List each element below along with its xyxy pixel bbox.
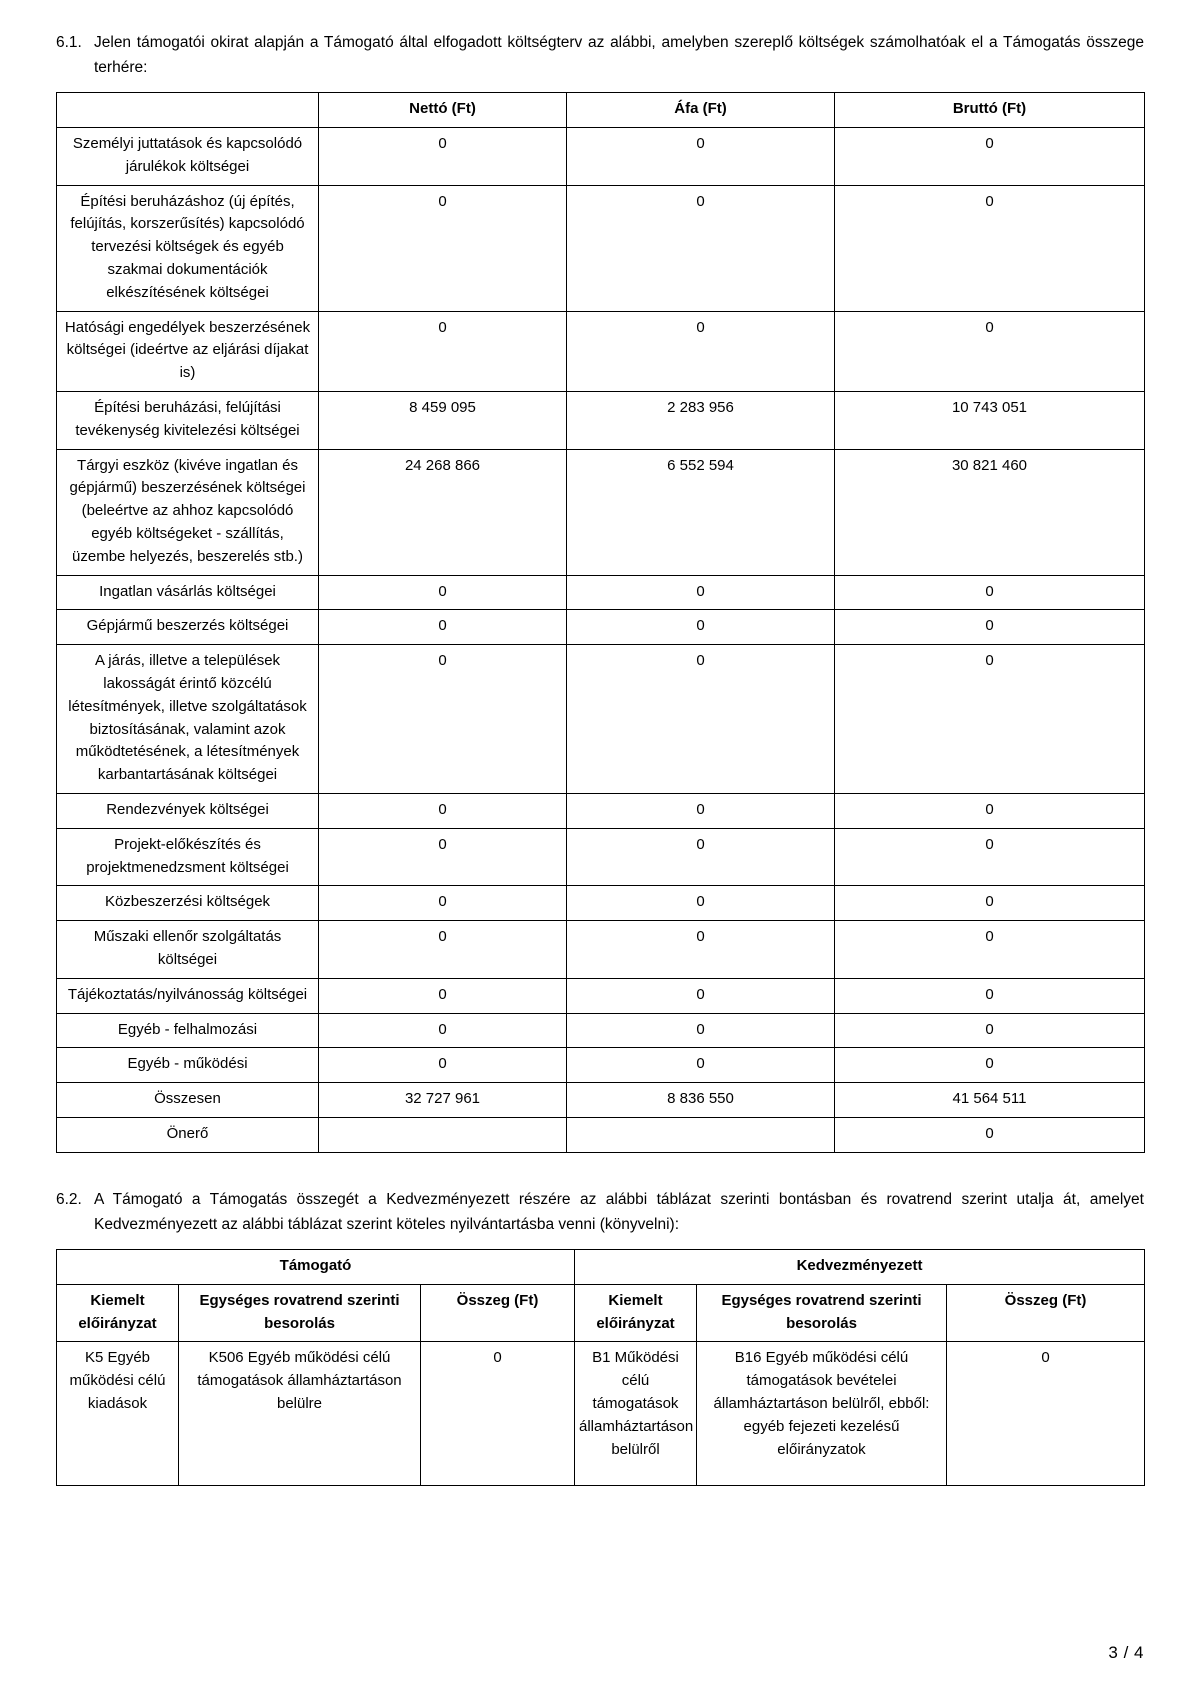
budget-row-brutto: 10 743 051 bbox=[835, 391, 1145, 449]
budget-row-label: A járás, illetve a települések lakosságát érintő közcélú létesítmények, illetve szolgáltatások biztosításának, valamint azok működtetésének, a létesítmények karbantartásának költségei bbox=[57, 645, 319, 794]
table-row bbox=[57, 828, 1145, 886]
table-row-total bbox=[57, 1083, 1145, 1118]
budget-row-label: Egyéb - működési bbox=[57, 1048, 319, 1083]
budget-row-label: Ingatlan vásárlás költségei bbox=[57, 575, 319, 610]
rovatrend-group-tamogato: Támogató bbox=[57, 1249, 575, 1284]
budget-row-brutto: 0 bbox=[835, 886, 1145, 921]
table-row bbox=[57, 185, 1145, 311]
clause-6-1-line-1: Jelen támogatói okirat alapján a Támogató által elfogadott költségterv az alábbi, amelyben szereplő költségek számolhatóak el a Támogatás bbox=[94, 34, 1081, 51]
budget-row-afa: 0 bbox=[567, 128, 835, 186]
rovatrend-header-kedvezmenyezett-besorolas: Egységes rovatrend szerinti besorolás bbox=[697, 1284, 947, 1342]
budget-row-netto: 0 bbox=[319, 185, 567, 311]
budget-onero-label: Önerő bbox=[57, 1117, 319, 1152]
budget-row-brutto: 30 821 460 bbox=[835, 449, 1145, 575]
budget-row-afa: 0 bbox=[567, 793, 835, 828]
rovatrend-header-kedvezmenyezett-kiemelt: Kiemelt előirányzat bbox=[575, 1284, 697, 1342]
budget-table bbox=[56, 92, 1145, 1152]
budget-row-netto: 0 bbox=[319, 921, 567, 979]
clause-6-2-number: 6.2. bbox=[56, 1190, 82, 1208]
budget-row-afa: 6 552 594 bbox=[567, 449, 835, 575]
budget-row-brutto: 0 bbox=[835, 1013, 1145, 1048]
budget-row-brutto: 0 bbox=[835, 185, 1145, 311]
budget-row-netto: 8 459 095 bbox=[319, 391, 567, 449]
budget-row-netto: 0 bbox=[319, 128, 567, 186]
rovatrend-group-header-row bbox=[57, 1249, 1145, 1284]
table-row-onero bbox=[57, 1117, 1145, 1152]
budget-row-brutto: 0 bbox=[835, 311, 1145, 391]
budget-row-label: Építési beruházáshoz (új építés, felújítás, korszerűsítés) kapcsolódó tervezési költségek és egyéb szakmai dokumentációk elkészítésének költségei bbox=[57, 185, 319, 311]
rovatrend-kedvezmenyezett-osszeg: 0 bbox=[947, 1342, 1145, 1486]
budget-row-label: Tárgyi eszköz (kivéve ingatlan és gépjármű) beszerzésének költségei (beleértve az ahhoz kapcsolódó egyéb költségeket - szállítás, üzembe helyezés, beszerelés stb.) bbox=[57, 449, 319, 575]
budget-row-afa: 0 bbox=[567, 575, 835, 610]
budget-row-label: Műszaki ellenőr szolgáltatás költségei bbox=[57, 921, 319, 979]
clause-6-2-line-1: A Támogató a Támogatás összegét a Kedvezményezett részére az alábbi táblázat szerinti bontásban és rovatrend szerint utalja át, amelyet bbox=[94, 1190, 1144, 1208]
budget-table-header-row bbox=[57, 93, 1145, 128]
table-row bbox=[57, 1048, 1145, 1083]
budget-header-afa: Áfa (Ft) bbox=[567, 93, 835, 128]
budget-row-label: Tájékoztatás/nyilvánosság költségei bbox=[57, 978, 319, 1013]
budget-row-label: Személyi juttatások és kapcsolódó járulékok költségei bbox=[57, 128, 319, 186]
rovatrend-header-tamogato-osszeg: Összeg (Ft) bbox=[421, 1284, 575, 1342]
budget-row-afa: 0 bbox=[567, 1048, 835, 1083]
table-row bbox=[57, 391, 1145, 449]
budget-row-brutto: 0 bbox=[835, 645, 1145, 794]
budget-row-afa: 0 bbox=[567, 886, 835, 921]
budget-row-afa: 0 bbox=[567, 978, 835, 1013]
budget-row-brutto: 0 bbox=[835, 128, 1145, 186]
table-row bbox=[57, 978, 1145, 1013]
budget-row-afa: 0 bbox=[567, 921, 835, 979]
budget-row-netto: 0 bbox=[319, 886, 567, 921]
table-row bbox=[57, 645, 1145, 794]
budget-row-label: Építési beruházási, felújítási tevékenység kivitelezési költségei bbox=[57, 391, 319, 449]
budget-row-netto: 0 bbox=[319, 575, 567, 610]
budget-onero-netto bbox=[319, 1117, 567, 1152]
budget-total-brutto: 41 564 511 bbox=[835, 1083, 1145, 1118]
budget-row-brutto: 0 bbox=[835, 828, 1145, 886]
rovatrend-group-kedvezmenyezett: Kedvezményezett bbox=[575, 1249, 1145, 1284]
budget-row-afa: 0 bbox=[567, 828, 835, 886]
table-row bbox=[57, 575, 1145, 610]
budget-header-netto: Nettó (Ft) bbox=[319, 93, 567, 128]
budget-row-netto: 0 bbox=[319, 1013, 567, 1048]
rovatrend-tamogato-kiemelt: K5 Egyéb működési célú kiadások bbox=[57, 1342, 179, 1486]
budget-row-label: Hatósági engedélyek beszerzésének költségei (ideértve az eljárási díjakat is) bbox=[57, 311, 319, 391]
budget-row-afa: 2 283 956 bbox=[567, 391, 835, 449]
budget-header-brutto: Bruttó (Ft) bbox=[835, 93, 1145, 128]
table-row bbox=[57, 1342, 1145, 1486]
budget-row-netto: 0 bbox=[319, 978, 567, 1013]
budget-row-afa: 0 bbox=[567, 645, 835, 794]
clause-6-1-text bbox=[94, 30, 1144, 80]
budget-row-brutto: 0 bbox=[835, 610, 1145, 645]
budget-row-netto: 0 bbox=[319, 793, 567, 828]
table-row bbox=[57, 1013, 1145, 1048]
budget-row-netto: 24 268 866 bbox=[319, 449, 567, 575]
clause-6-2 bbox=[56, 1187, 1144, 1237]
clause-6-1-line-2: összege terhére: bbox=[94, 34, 1145, 77]
rovatrend-tamogato-osszeg: 0 bbox=[421, 1342, 575, 1486]
rovatrend-tamogato-besorolas: K506 Egyéb működési célú támogatások államháztartáson belülre bbox=[179, 1342, 421, 1486]
table-row bbox=[57, 128, 1145, 186]
rovatrend-column-header-row bbox=[57, 1284, 1145, 1342]
table-row bbox=[57, 311, 1145, 391]
budget-onero-brutto: 0 bbox=[835, 1117, 1145, 1152]
budget-row-netto: 0 bbox=[319, 828, 567, 886]
budget-row-brutto: 0 bbox=[835, 921, 1145, 979]
rovatrend-header-tamogato-besorolas: Egységes rovatrend szerinti besorolás bbox=[179, 1284, 421, 1342]
budget-row-brutto: 0 bbox=[835, 575, 1145, 610]
budget-row-afa: 0 bbox=[567, 1013, 835, 1048]
clause-6-2-text bbox=[94, 1187, 1144, 1237]
rovatrend-header-kedvezmenyezett-osszeg: Összeg (Ft) bbox=[947, 1284, 1145, 1342]
table-row bbox=[57, 610, 1145, 645]
budget-row-brutto: 0 bbox=[835, 978, 1145, 1013]
budget-row-afa: 0 bbox=[567, 610, 835, 645]
budget-row-label: Gépjármű beszerzés költségei bbox=[57, 610, 319, 645]
budget-row-netto: 0 bbox=[319, 1048, 567, 1083]
rovatrend-kedvezmenyezett-besorolas: B16 Egyéb működési célú támogatások bevételei államháztartáson belülről, ebből: egyéb fejezeti kezelésű előirányzatok bbox=[697, 1342, 947, 1486]
budget-row-netto: 0 bbox=[319, 645, 567, 794]
budget-onero-afa bbox=[567, 1117, 835, 1152]
budget-row-label: Projekt-előkészítés és projektmenedzsment költségei bbox=[57, 828, 319, 886]
clause-6-1-number: 6.1. bbox=[56, 34, 82, 51]
budget-row-label: Közbeszerzési költségek bbox=[57, 886, 319, 921]
rovatrend-header-tamogato-kiemelt: Kiemelt előirányzat bbox=[57, 1284, 179, 1342]
clause-6-1 bbox=[56, 30, 1144, 80]
page-number: 3 / 4 bbox=[1108, 1643, 1144, 1662]
table-row bbox=[57, 793, 1145, 828]
budget-row-label: Egyéb - felhalmozási bbox=[57, 1013, 319, 1048]
clause-6-2-line-2: Kedvezményezett az alábbi táblázat szerint köteles nyilvántartásba venni (könyvelni): bbox=[94, 1215, 680, 1233]
table-row bbox=[57, 921, 1145, 979]
budget-total-afa: 8 836 550 bbox=[567, 1083, 835, 1118]
budget-total-label: Összesen bbox=[57, 1083, 319, 1118]
budget-row-netto: 0 bbox=[319, 610, 567, 645]
table-row bbox=[57, 449, 1145, 575]
budget-row-afa: 0 bbox=[567, 185, 835, 311]
rovatrend-kedvezmenyezett-kiemelt: B1 Működési célú támogatások államháztartáson belülről bbox=[575, 1342, 697, 1486]
budget-row-brutto: 0 bbox=[835, 1048, 1145, 1083]
budget-row-netto: 0 bbox=[319, 311, 567, 391]
rovatrend-table bbox=[56, 1249, 1145, 1486]
budget-row-brutto: 0 bbox=[835, 793, 1145, 828]
budget-row-afa: 0 bbox=[567, 311, 835, 391]
budget-row-label: Rendezvények költségei bbox=[57, 793, 319, 828]
budget-header-label bbox=[57, 93, 319, 128]
table-row bbox=[57, 886, 1145, 921]
budget-total-netto: 32 727 961 bbox=[319, 1083, 567, 1118]
